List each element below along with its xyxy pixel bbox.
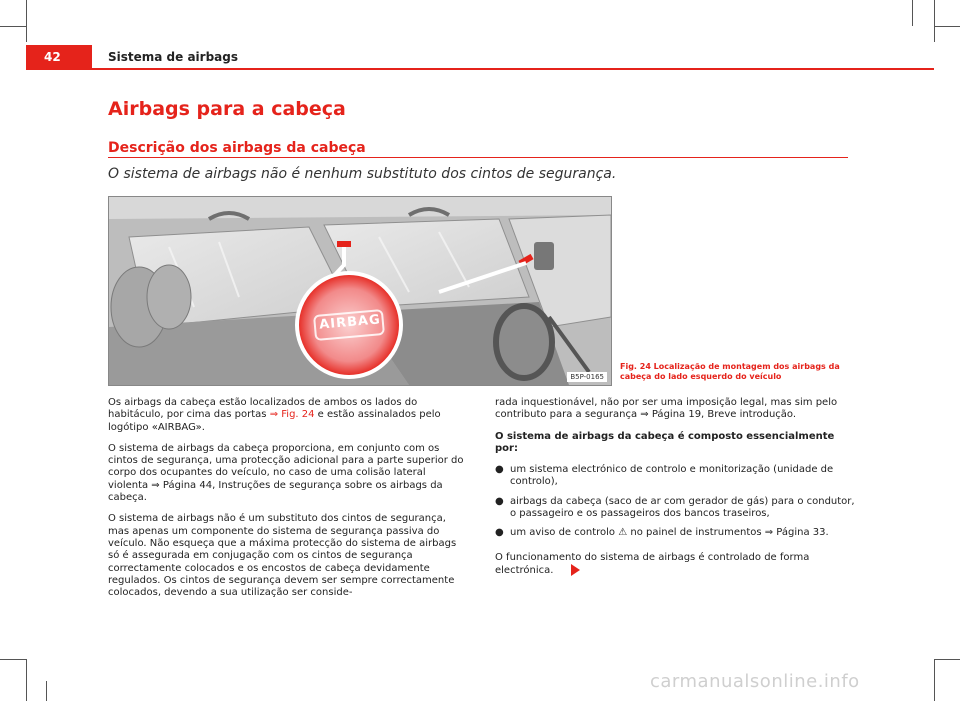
paragraph: rada inquestionável, não por ser uma imposição legal, mas sim pelo contributo para a segurança ⇒ Página 19, Breve introdução.	[495, 397, 838, 421]
bullet-icon: ●	[495, 495, 504, 507]
running-header: Sistema de airbags	[108, 50, 239, 64]
figure-link[interactable]: ⇒ Fig. 24	[269, 409, 315, 421]
paragraph-text: e estão assinalados pelo logótipo «AIRBAG».	[108, 409, 441, 433]
crop-mark	[26, 0, 27, 42]
list-item-text: um aviso de controlo ⚠ no painel de instrumentos ⇒ Página 33.	[510, 527, 829, 539]
crop-mark	[934, 0, 935, 42]
figure-airbag-location	[108, 196, 612, 386]
crop-mark	[912, 0, 913, 26]
continue-arrow-icon	[571, 564, 580, 576]
crop-mark	[26, 659, 27, 701]
section-rule	[108, 157, 848, 158]
list-item	[495, 527, 855, 539]
right-column	[495, 397, 855, 586]
crop-mark	[0, 659, 26, 660]
header-rule	[92, 68, 934, 70]
list-item-text: airbags da cabeça (saco de ar com gerador de gás) para o condutor, o passageiro e os passageiros dos bancos traseiros,	[510, 495, 855, 520]
bullet-icon: ●	[495, 464, 504, 476]
watermark: carmanualsonline.info	[650, 671, 860, 692]
crop-mark	[934, 659, 935, 701]
paragraph: O sistema de airbags da cabeça proporciona, em conjunto com os cintos de segurança, uma protecção adicional para a parte superior do corpo dos ocupantes do veículo, no caso de uma colisão lateral violenta ⇒ Página 44, Instruções de segurança sobre os airbags da cabeça.	[108, 442, 464, 504]
left-column	[108, 397, 468, 608]
list-item	[495, 496, 855, 521]
figure-code: B5P-0165	[567, 372, 607, 382]
page-number: 42	[44, 50, 61, 64]
figure-caption: Fig. 24 Localização de montagem dos airbags da cabeça do lado esquerdo do veículo	[620, 362, 840, 381]
closing-text: O funcionamento do sistema de airbags é controlado de forma electrónica.	[495, 551, 810, 576]
list-heading: O sistema de airbags da cabeça é composto essencialmente por:	[495, 430, 835, 454]
paragraph	[495, 552, 855, 578]
page-title: Airbags para a cabeça	[108, 98, 346, 120]
intro-text: O sistema de airbags não é nenhum substituto dos cintos de segurança.	[108, 166, 617, 182]
bullet-icon: ●	[495, 527, 504, 539]
crop-mark	[934, 659, 960, 660]
paragraph-text: Os airbags da cabeça estão localizados de ambos os lados do habitáculo, por cima das portas	[108, 397, 418, 421]
crop-mark	[0, 26, 26, 27]
paragraph: O sistema de airbags não é um substituto dos cintos de segurança, mas apenas um componente do sistema de segurança passiva do veículo. Não esqueça que a máxima protecção do sistema de airbags só é assegurada em conjugação com os cintos de segurança correctamente colocados e os encostos de cabeça devidamente regulados. Os cintos de segurança devem ser sempre correctamente colocados, devendo a sua utilização ser conside-	[108, 513, 457, 599]
paragraph	[108, 397, 468, 434]
airbag-logo-label: AIRBAG	[318, 312, 382, 333]
crop-mark	[934, 26, 960, 27]
car-interior-illustration	[109, 197, 611, 385]
section-heading: Descrição dos airbags da cabeça	[108, 140, 366, 156]
list-item	[495, 464, 855, 489]
list-item-text: um sistema electrónico de controlo e monitorização (unidade de controlo),	[510, 464, 834, 488]
crop-mark	[46, 681, 47, 701]
